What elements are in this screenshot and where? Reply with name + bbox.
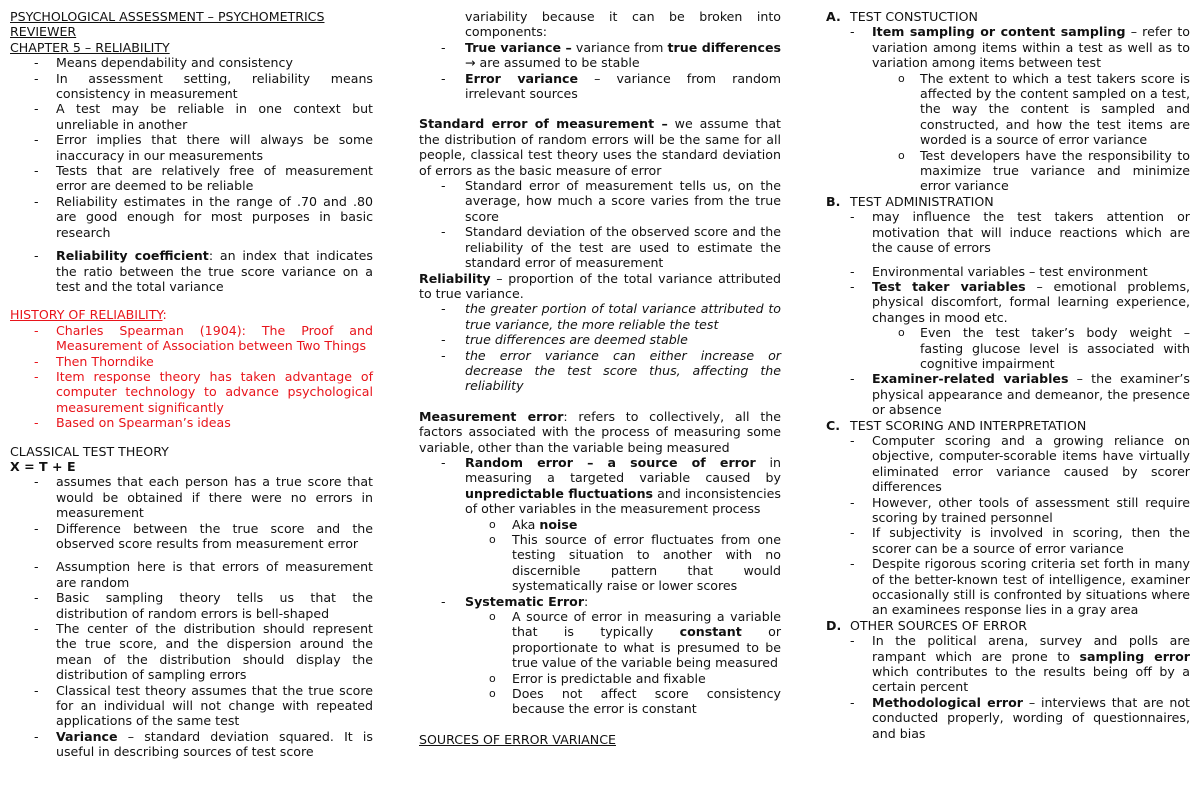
list-item: - Test taker variables – emotional problems, physical discomfort, formal learning experience, changes in mood etc. o Even the test taker’s body weight – fasting glucose level is associated with cognitive impairment <box>826 279 1190 371</box>
list-item: - Standard deviation of the observed score and the reliability of the test are used to estimate the standard error of measurement <box>419 224 781 270</box>
reliability-list <box>419 301 781 393</box>
list-item: - Item sampling or content sampling – refer to variation among items within a test as well as to variation among items between test o The extent to which a test takers score is affected by the content sampled on a test, the way the content is sampled and constructed, and how the test items are worded is a source of error variance o Test developers have the responsibility to maximize true variance and minimize error variance <box>826 24 1190 193</box>
list-item: - Examiner-related variables – the examiner’s physical appearance and demeanor, the presence or absence <box>826 371 1190 417</box>
ctt-heading: CLASSICAL TEST THEORY <box>10 443 169 459</box>
list-item: - Standard error of measurement tells us, on the average, how much a score varies from the true score <box>419 178 781 224</box>
section-c-list <box>826 433 1190 618</box>
list-item: - the greater portion of total variance attributed to true variance, the more reliable the test <box>419 301 781 332</box>
document-title: PSYCHOLOGICAL ASSESSMENT – PSYCHOMETRICS REVIEWER <box>10 9 325 40</box>
list-item: - Despite rigorous scoring criteria set forth in many of the better-known test of intelligence, examiner occasionally still is confronted by situations where an examinees response lies in a gray area <box>826 556 1190 618</box>
variance-term: Variance <box>56 728 118 744</box>
variance-list <box>419 40 781 102</box>
list-item: - Reliability coefficient: an index that indicates the ratio between the true score variance on a test and the total variance <box>10 248 373 294</box>
list-item: - Charles Spearman (1904): The Proof and Measurement of Association between Two Things <box>10 323 373 354</box>
list-item: - The center of the distribution should represent the true score, and the dispersion around the mean of the distribution should display the distribution of sampling errors <box>10 621 373 683</box>
list-item: - Variance – standard deviation squared. It is useful in describing sources of test score <box>10 729 373 760</box>
list-item: - Means dependability and consistency <box>10 55 373 70</box>
list-item: - However, other tools of assessment still require scoring by trained personnel <box>826 495 1190 526</box>
coefficient-list <box>10 248 373 294</box>
list-item: - Reliability estimates in the range of .70 and .80 are good enough for most purposes in basic research <box>10 194 373 240</box>
section-d-heading: D. OTHER SOURCES OF ERROR <box>826 617 1028 633</box>
list-item: o Does not affect score consistency because the error is constant <box>419 686 781 717</box>
list-item: - Error implies that there will always be some inaccuracy in our measurements <box>10 132 373 163</box>
list-item: - assumes that each person has a true score that would be obtained if there were no errors in measurement <box>10 474 373 520</box>
list-item: - Systematic Error: o A source of error in measuring a variable that is typically constant or proportionate to what is presumed to be true value of the variable being measured o Error is predictable and fixable o Does not affect score consistency because the error is constant <box>419 594 781 717</box>
list-item: - In assessment setting, reliability means consistency in measurement <box>10 71 373 102</box>
variance-continuation: variability because it can be broken into components: <box>465 9 781 40</box>
list-item: - Assumption here is that errors of measurement are random <box>10 559 373 590</box>
list-item: - Based on Spearman’s ideas <box>10 415 373 430</box>
ctt-list-b <box>10 559 373 759</box>
chapter-heading: CHAPTER 5 – RELIABILITY <box>10 39 170 55</box>
section-a-list <box>826 24 1190 193</box>
section-d-list <box>826 633 1190 741</box>
list-item: - Tests that are relatively free of measurement error are deemed to be reliable <box>10 163 373 194</box>
section-b-list-2 <box>826 264 1190 418</box>
list-item: - Classical test theory assumes that the true score for an individual will not change with repeated applications of the same test <box>10 683 373 729</box>
list-item: - True variance – variance from true differences → are assumed to be stable <box>419 40 781 71</box>
section-b-heading: B. TEST ADMINISTRATION <box>826 193 994 209</box>
list-item: o Even the test taker’s body weight – fasting glucose level is associated with cognitive impairment <box>826 325 1190 371</box>
list-item: o Error is predictable and fixable <box>419 671 781 686</box>
list-item: - Computer scoring and a growing reliance on objective, computer-scorable items have virtually eliminated error variance caused by scorer differences <box>826 433 1190 495</box>
list-item: - true differences are deemed stable <box>419 332 781 347</box>
reliability-list <box>10 55 373 240</box>
sources-heading: SOURCES OF ERROR VARIANCE <box>419 731 616 747</box>
column-middle <box>419 9 781 747</box>
list-item: - A test may be reliable in one context but unreliable in another <box>10 101 373 132</box>
reliability-coefficient-term: Reliability coefficient <box>56 248 209 264</box>
list-item: - Methodological error – interviews that are not conducted properly, wording of questionnaires, and bias <box>826 695 1190 741</box>
sem-list <box>419 178 781 270</box>
reliability-paragraph: Reliability – proportion of the total variance attributed to true variance. <box>419 270 781 301</box>
list-item: - Environmental variables – test environment <box>826 264 1190 279</box>
list-item: o Test developers have the responsibility to maximize true variance and minimize error variance <box>826 148 1190 194</box>
history-list <box>10 323 373 431</box>
column-right <box>826 9 1190 741</box>
list-item: - Random error – a source of error in measuring a targeted variable caused by unpredictable fluctuations and inconsistencies of other variables in the measurement process o Aka noise o This source of error fluctuates from one testing situation to another with no discernible pattern that would systematically raise or lower scores <box>419 455 781 594</box>
ctt-formula: X = T + E <box>10 458 76 474</box>
list-item: - Basic sampling theory tells us that the distribution of random errors is bell-shaped <box>10 590 373 621</box>
list-item: - the error variance can either increase or decrease the test score thus, affecting the reliability <box>419 348 781 394</box>
list-item: o Aka noise <box>419 517 781 532</box>
measurement-error-paragraph: Measurement error: refers to collectively, all the factors associated with the process of measuring some variable, other than the variable being measured <box>419 408 781 455</box>
list-item: o This source of error fluctuates from one testing situation to another with no discernible pattern that would systematically raise or lower scores <box>419 532 781 594</box>
section-a-heading: A. TEST CONSTUCTION <box>826 9 978 24</box>
list-item: - Item response theory has taken advantage of computer technology to advance psychological measurement significantly <box>10 369 373 415</box>
list-item: - Then Thorndike <box>10 354 373 369</box>
error-types-list <box>419 455 781 717</box>
list-item: o The extent to which a test takers score is affected by the content sampled on a test, the way the content is sampled and constructed, and how the test items are worded is a source of error variance <box>826 71 1190 148</box>
column-left <box>10 9 373 760</box>
list-item: - In the political arena, survey and polls are rampant which are prone to sampling error which contributes to the results being off by a certain percent <box>826 633 1190 695</box>
ctt-list-a <box>10 474 373 551</box>
list-item: - Error variance – variance from random irrelevant sources <box>419 71 781 102</box>
section-c-heading: C. TEST SCORING AND INTERPRETATION <box>826 417 1087 433</box>
list-item: o A source of error in measuring a variable that is typically constant or proportionate to what is presumed to be true value of the variable being measured <box>419 609 781 671</box>
section-b-list <box>826 209 1190 255</box>
history-heading: HISTORY OF RELIABILITY: <box>10 307 167 323</box>
list-item: - If subjectivity is involved in scoring, then the scorer can be a source of error variance <box>826 525 1190 556</box>
list-item: - Difference between the true score and the observed score results from measurement error <box>10 521 373 552</box>
sem-paragraph: Standard error of measurement – we assume that the distribution of random errors will be the same for all people, classical test theory uses the standard deviation of errors as the basic measure of error <box>419 116 781 178</box>
list-item: - may influence the test takers attention or motivation that will induce reactions which are the cause of errors <box>826 209 1190 255</box>
